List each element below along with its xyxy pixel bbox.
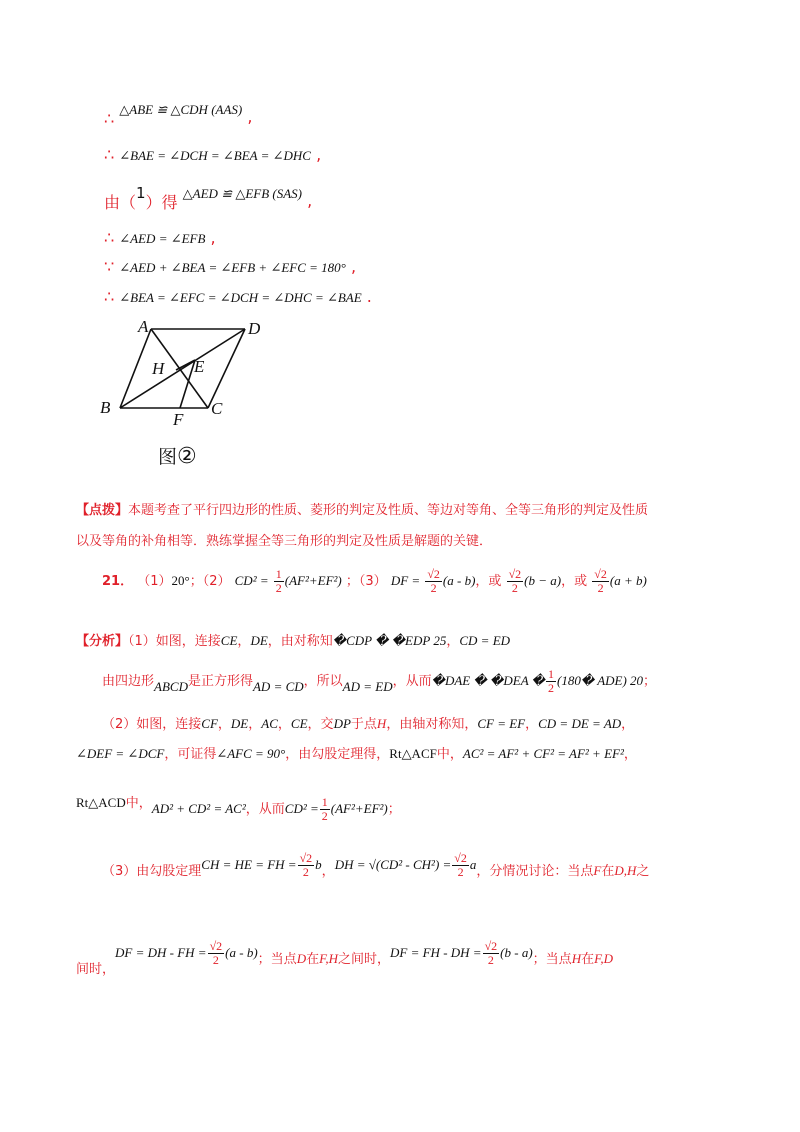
math: CD² = [284, 801, 319, 816]
numerator: √2 [508, 567, 522, 581]
therefore-symbol: ∴ [104, 228, 115, 247]
proof-line-4 [104, 228, 216, 247]
proof-line-3 [104, 180, 313, 212]
punctuation: ， [621, 717, 635, 732]
numerator: √2 [594, 567, 607, 581]
answer-21 [102, 568, 647, 595]
math: b [315, 857, 322, 872]
angle-equality: ∠AED = ∠EFB [119, 231, 206, 246]
part-number: 1 [136, 184, 146, 202]
answer-math: (b − a) [524, 573, 562, 588]
punctuation: ； [387, 802, 401, 817]
math: ∠AFC = 90° [216, 746, 286, 761]
math: a [469, 857, 477, 872]
label-a: A [138, 317, 149, 336]
question-number: 21． [102, 574, 134, 589]
or-text: ，或 [475, 574, 502, 589]
therefore-symbol: ∴ [104, 109, 115, 128]
punctuation: ， [623, 747, 637, 762]
punctuation: ， [217, 717, 231, 732]
math: D [296, 951, 307, 966]
tip-line-2 [76, 530, 492, 549]
text: ，由对称知 [267, 634, 333, 649]
therefore-symbol: ∴ [104, 145, 115, 164]
tip-line-1 [76, 499, 648, 518]
numerator: √2 [299, 851, 313, 865]
analysis-line-2 [102, 668, 656, 695]
math: CE [220, 633, 238, 648]
denominator: 2 [302, 865, 309, 879]
analysis-line-4 [76, 743, 637, 762]
text: ，由轴对称知， [386, 717, 478, 732]
text: ，从而 [245, 802, 285, 817]
denominator: 2 [457, 865, 464, 879]
fraction [208, 940, 225, 967]
label-h: H [152, 359, 165, 378]
text: 是正方形得 [187, 674, 253, 689]
math: �DAE � �DEA � [431, 673, 546, 688]
text: ，可证得 [164, 747, 217, 762]
numerator: 1 [321, 795, 328, 809]
caption-number: ② [177, 444, 197, 469]
math: AD² + CD² = AC² [151, 801, 246, 816]
math: DF = FH - DH = [390, 945, 482, 960]
punctuation: , [316, 145, 322, 164]
tip-text: 以及等角的补角相等．熟练掌握全等三角形的判定及性质是解题的关键． [76, 534, 493, 549]
analysis-line-7 [76, 939, 613, 977]
answer-math: CD² = [234, 573, 269, 588]
math: (180� ADE) 20 [557, 673, 644, 688]
math: AD = ED [342, 679, 393, 694]
numerator: √2 [454, 851, 467, 865]
tip-label: 【点拨】 [76, 503, 129, 518]
angle-sum: ∠AED + ∠BEA = ∠EFB + ∠EFC = 180° [119, 260, 346, 275]
text: 在 [581, 952, 595, 967]
math: (AF²+EF²) [330, 801, 388, 816]
punctuation: ， [446, 634, 460, 649]
text-you: 由（ [104, 193, 137, 212]
numerator: √2 [209, 939, 223, 953]
congruence-statement: △AED ≌ △EFB (SAS) [182, 186, 303, 201]
text: ，所以 [303, 674, 343, 689]
denominator: 2 [511, 581, 518, 595]
denominator: 2 [597, 581, 604, 595]
congruence-statement: △ABE ≌ △CDH (AAS) [119, 102, 243, 117]
math: H [376, 716, 387, 731]
fraction [546, 668, 556, 695]
denominator: 2 [487, 953, 494, 967]
text: 中， [125, 796, 152, 811]
answer-math: (a - b) [442, 573, 476, 588]
text: 之 [636, 864, 650, 879]
answer-math: DF = [390, 573, 421, 588]
fraction [274, 568, 284, 595]
proof-line-5 [104, 257, 356, 276]
text: ，交 [307, 717, 334, 732]
punctuation: . [366, 287, 372, 306]
math: (a - b) [225, 945, 258, 960]
math: AC [261, 716, 278, 731]
math: CD = ED [459, 633, 511, 648]
math: D,H [614, 863, 637, 878]
math: (b - a) [500, 945, 533, 960]
math: DP [333, 716, 351, 731]
answer-math: (a + b) [609, 573, 647, 588]
angle-equality: ∠BEA = ∠EFC = ∠DCH = ∠DHC = ∠BAE [119, 290, 362, 305]
text: （1）如图，连接 [128, 634, 221, 649]
math: H [571, 951, 582, 966]
label-d: D [248, 319, 261, 338]
text: ；当点 [257, 952, 297, 967]
punctuation: ， [525, 717, 539, 732]
math: Rt△ACD [76, 795, 126, 810]
text: （3）由勾股定理 [102, 864, 202, 879]
text: 中， [436, 747, 463, 762]
text: 于点 [350, 717, 377, 732]
numerator: 1 [548, 667, 555, 681]
numerator: 1 [275, 567, 282, 581]
punctuation: , [350, 257, 357, 276]
proof-line-1 [104, 99, 253, 128]
math: Rt△ACF [389, 746, 437, 761]
math: CE [290, 716, 308, 731]
punctuation: , [307, 191, 313, 210]
math: CH = HE = FH = [201, 857, 297, 872]
math: AC² = AF² + CF² = AF² + EF² [462, 746, 624, 761]
math: DE [230, 716, 249, 731]
text-de: ）得 [145, 193, 178, 212]
math: F,H [319, 951, 338, 966]
label-b: B [100, 398, 111, 417]
angle-equality: ∠BAE = ∠DCH = ∠BEA = ∠DHC [119, 148, 311, 163]
geometry-figure [96, 312, 276, 432]
fraction [483, 940, 500, 967]
part-label: ；（3） [345, 574, 387, 589]
figure-caption [158, 442, 197, 469]
punctuation: ； [643, 674, 657, 689]
denominator: 2 [212, 953, 219, 967]
math: DF = DH - FH = [115, 945, 207, 960]
proof-line-2 [104, 145, 321, 164]
analysis-line-1 [76, 630, 510, 649]
tip-text: 本题考查了平行四边形的性质、菱形的判定及性质、等边对等角、全等三角形的判定及性质 [128, 503, 649, 518]
analysis-line-6 [102, 852, 649, 879]
math: �CDP � �EDP 25 [332, 633, 447, 648]
math: ∠DEF = ∠DCF [76, 746, 165, 761]
answer-value: 20° [171, 573, 190, 588]
numerator: √2 [484, 939, 498, 953]
punctuation: ， [237, 634, 251, 649]
caption-char: 图 [158, 446, 178, 468]
text: 由四边形 [102, 674, 155, 689]
fraction [298, 852, 315, 879]
denominator: 2 [548, 681, 555, 695]
denominator: 2 [275, 581, 282, 595]
fraction [507, 568, 524, 595]
text: ，由勾股定理得， [285, 747, 390, 762]
analysis-label: 【分析】 [76, 634, 129, 649]
math: F [593, 863, 602, 878]
punctuation: ， [277, 717, 291, 732]
text: 间时， [76, 962, 116, 977]
answer-math: (AF²+EF²) [284, 573, 342, 588]
math: CF = EF [477, 716, 526, 731]
fraction [452, 852, 469, 879]
punctuation: ， [321, 864, 335, 879]
math: CF [201, 716, 218, 731]
proof-line-6 [104, 287, 372, 306]
punctuation: ， [248, 717, 262, 732]
label-f: F [173, 410, 184, 429]
segment-ab [120, 329, 151, 408]
fraction [592, 568, 609, 595]
part-label: ；（2） [189, 574, 231, 589]
math: DE [250, 633, 268, 648]
analysis-line-3 [102, 713, 634, 732]
numerator: √2 [427, 567, 440, 581]
text: ；当点 [532, 952, 572, 967]
punctuation: , [247, 107, 253, 126]
math: DH = √(CD² - CH²) = [334, 857, 452, 872]
math: ABCD [154, 679, 188, 694]
or-text: ，或 [561, 574, 588, 589]
text: 之间时， [338, 952, 391, 967]
text: 在 [601, 864, 615, 879]
math: CD = DE = AD [538, 716, 622, 731]
fraction [425, 568, 442, 595]
part-label: （1） [137, 574, 172, 589]
text: ，分情况讨论：当点 [476, 864, 594, 879]
text: ，从而 [392, 674, 432, 689]
text: 在 [306, 952, 320, 967]
punctuation: , [210, 228, 216, 247]
math: AD = CD [252, 679, 304, 694]
denominator: 2 [430, 581, 437, 595]
denominator: 2 [321, 809, 328, 823]
because-symbol: ∵ [104, 257, 115, 276]
label-c: C [211, 399, 223, 418]
fraction [320, 796, 330, 823]
text: （2）如图，连接 [102, 717, 202, 732]
analysis-line-5 [76, 796, 401, 823]
label-e: E [194, 357, 205, 376]
therefore-symbol: ∴ [104, 287, 115, 306]
math: F,D [594, 951, 613, 966]
